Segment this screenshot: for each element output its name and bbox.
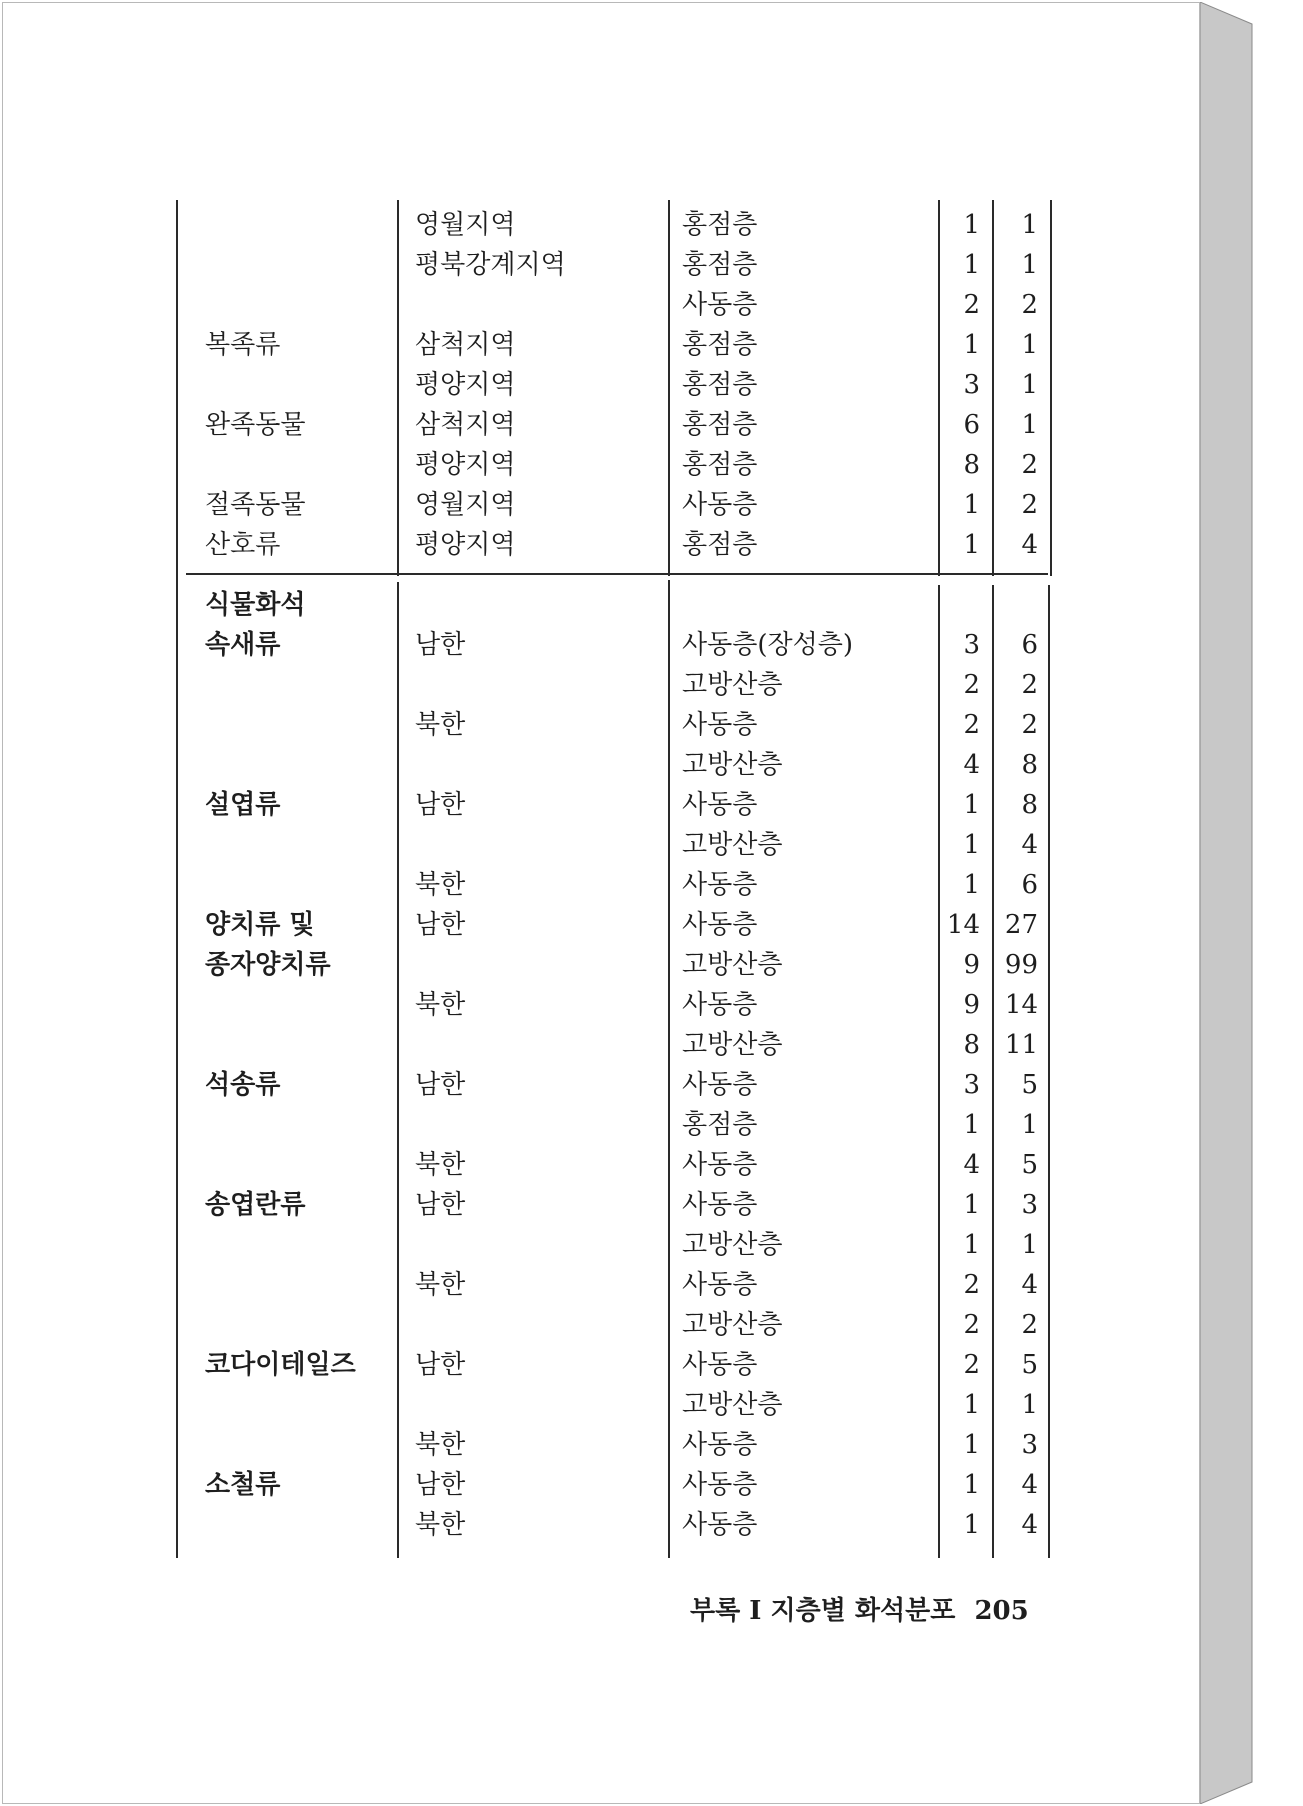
cell-region: 북한 bbox=[415, 710, 466, 740]
cell-n2: 4 bbox=[1021, 530, 1038, 560]
cell-stratum: 사동층 bbox=[682, 1070, 758, 1100]
cell-stratum: 고방산층 bbox=[682, 1230, 783, 1260]
cell-n1: 2 bbox=[963, 290, 980, 320]
cell-stratum: 사동층 bbox=[682, 1150, 758, 1180]
cell-stratum: 고방산층 bbox=[682, 750, 783, 780]
cell-n2: 2 bbox=[1021, 670, 1038, 700]
cell-stratum: 고방산층 bbox=[682, 830, 783, 860]
cell-stratum: 사동층 bbox=[682, 1350, 758, 1380]
cell-n2: 1 bbox=[1021, 1110, 1038, 1140]
cell-n2: 6 bbox=[1021, 870, 1038, 900]
cell-stratum: 사동층 bbox=[682, 990, 758, 1020]
cell-region: 영월지역 bbox=[415, 210, 516, 240]
cell-n1: 1 bbox=[963, 830, 980, 860]
cell-stratum: 고방산층 bbox=[682, 1310, 783, 1340]
cell-n1: 3 bbox=[963, 630, 980, 660]
cell-region: 남한 bbox=[415, 910, 466, 940]
cell-n2: 5 bbox=[1021, 1350, 1038, 1380]
cell-n2: 3 bbox=[1021, 1430, 1038, 1460]
cell-n2: 2 bbox=[1021, 450, 1038, 480]
cell-n2: 2 bbox=[1021, 1310, 1038, 1340]
cell-group: 석송류 bbox=[205, 1070, 281, 1100]
cell-region: 평양지역 bbox=[415, 370, 516, 400]
cell-region: 남한 bbox=[415, 1190, 466, 1220]
cell-n2: 3 bbox=[1021, 1190, 1038, 1220]
cell-stratum: 사동층 bbox=[682, 1470, 758, 1500]
cell-region: 평양지역 bbox=[415, 530, 516, 560]
cell-stratum: 사동층 bbox=[682, 290, 758, 320]
cell-stratum: 홍점층 bbox=[682, 330, 758, 360]
cell-stratum: 홍점층 bbox=[682, 410, 758, 440]
cell-stratum: 사동층 bbox=[682, 1430, 758, 1460]
cell-stratum: 고방산층 bbox=[682, 1390, 783, 1420]
column-rule bbox=[938, 585, 940, 1558]
cell-n2: 4 bbox=[1021, 1270, 1038, 1300]
cell-n1: 1 bbox=[963, 1510, 980, 1540]
cell-stratum: 홍점층 bbox=[682, 210, 758, 240]
cell-region: 삼척지역 bbox=[415, 330, 516, 360]
cell-n1: 1 bbox=[963, 1110, 980, 1140]
cell-n2: 2 bbox=[1021, 710, 1038, 740]
column-rule bbox=[397, 200, 399, 576]
cell-stratum: 홍점층 bbox=[682, 1110, 758, 1140]
cell-n2: 1 bbox=[1021, 330, 1038, 360]
column-rule bbox=[176, 200, 178, 1558]
cell-n1: 4 bbox=[963, 1150, 980, 1180]
cell-stratum: 사동층 bbox=[682, 710, 758, 740]
cell-n1: 2 bbox=[963, 1310, 980, 1340]
cell-stratum: 고방산층 bbox=[682, 950, 783, 980]
cell-n1: 3 bbox=[963, 1070, 980, 1100]
cell-stratum: 홍점층 bbox=[682, 250, 758, 280]
cell-region: 영월지역 bbox=[415, 490, 516, 520]
column-rule bbox=[992, 200, 994, 576]
cell-n1: 1 bbox=[963, 330, 980, 360]
cell-n1: 1 bbox=[963, 870, 980, 900]
cell-stratum: 사동층 bbox=[682, 910, 758, 940]
cell-group: 코다이테일즈 bbox=[205, 1350, 356, 1380]
cell-n2: 11 bbox=[1004, 1030, 1038, 1060]
cell-n1: 9 bbox=[963, 950, 980, 980]
cell-region: 북한 bbox=[415, 990, 466, 1020]
cell-stratum: 사동층 bbox=[682, 790, 758, 820]
cell-n2: 8 bbox=[1021, 790, 1038, 820]
cell-n1: 6 bbox=[963, 410, 980, 440]
cell-region: 남한 bbox=[415, 1070, 466, 1100]
column-rule bbox=[1048, 585, 1050, 1558]
cell-stratum: 사동층 bbox=[682, 870, 758, 900]
cell-group: 송엽란류 bbox=[205, 1190, 306, 1220]
cell-n1: 1 bbox=[963, 1470, 980, 1500]
cell-n1: 2 bbox=[963, 710, 980, 740]
cell-n1: 8 bbox=[963, 1030, 980, 1060]
cell-n1: 1 bbox=[963, 1190, 980, 1220]
cell-n1: 9 bbox=[963, 990, 980, 1020]
cell-region: 남한 bbox=[415, 790, 466, 820]
cell-n2: 4 bbox=[1021, 1470, 1038, 1500]
cell-n2: 2 bbox=[1021, 490, 1038, 520]
column-rule bbox=[992, 585, 994, 1558]
cell-n2: 4 bbox=[1021, 830, 1038, 860]
cell-n1: 4 bbox=[963, 750, 980, 780]
cell-stratum: 사동층 bbox=[682, 1510, 758, 1540]
page-footer bbox=[690, 1590, 1029, 1627]
cell-stratum: 홍점층 bbox=[682, 370, 758, 400]
cell-stratum: 고방산층 bbox=[682, 1030, 783, 1060]
page-edge bbox=[1200, 2, 1258, 1804]
cell-stratum: 사동층 bbox=[682, 1190, 758, 1220]
cell-group: 완족동물 bbox=[205, 410, 306, 440]
cell-n1: 1 bbox=[963, 250, 980, 280]
cell-n1: 1 bbox=[963, 1230, 980, 1260]
cell-n1: 1 bbox=[963, 490, 980, 520]
cell-region: 남한 bbox=[415, 1350, 466, 1380]
section-divider bbox=[186, 573, 1048, 575]
cell-n2: 5 bbox=[1021, 1070, 1038, 1100]
cell-n1: 14 bbox=[946, 910, 980, 940]
column-rule bbox=[397, 582, 399, 1558]
cell-n1: 1 bbox=[963, 210, 980, 240]
cell-stratum: 고방산층 bbox=[682, 670, 783, 700]
cell-n2: 8 bbox=[1021, 750, 1038, 780]
footer-title: 부록 Ⅰ 지층별 화석분포 bbox=[690, 1596, 956, 1626]
cell-group: 설엽류 bbox=[205, 790, 281, 820]
cell-n1: 2 bbox=[963, 1350, 980, 1380]
cell-stratum: 사동층 bbox=[682, 1270, 758, 1300]
cell-n1: 2 bbox=[963, 1270, 980, 1300]
cell-region: 북한 bbox=[415, 870, 466, 900]
cell-region: 북한 bbox=[415, 1270, 466, 1300]
cell-n2: 4 bbox=[1021, 1510, 1038, 1540]
cell-stratum: 홍점층 bbox=[682, 530, 758, 560]
column-rule bbox=[1050, 200, 1052, 576]
cell-region: 북한 bbox=[415, 1510, 466, 1540]
cell-region: 북한 bbox=[415, 1430, 466, 1460]
cell-n1: 3 bbox=[963, 370, 980, 400]
cell-region: 삼척지역 bbox=[415, 410, 516, 440]
cell-n2: 1 bbox=[1021, 1230, 1038, 1260]
cell-n2: 1 bbox=[1021, 370, 1038, 400]
cell-n2: 1 bbox=[1021, 250, 1038, 280]
cell-region: 평북강계지역 bbox=[415, 250, 566, 280]
cell-stratum: 사동층(장성층) bbox=[682, 630, 853, 660]
cell-n2: 2 bbox=[1021, 290, 1038, 320]
cell-n1: 1 bbox=[963, 1390, 980, 1420]
column-rule bbox=[938, 200, 940, 576]
cell-group: 산호류 bbox=[205, 530, 281, 560]
cell-stratum: 사동층 bbox=[682, 490, 758, 520]
cell-region: 북한 bbox=[415, 1150, 466, 1180]
cell-region: 남한 bbox=[415, 630, 466, 660]
cell-n2: 1 bbox=[1021, 1390, 1038, 1420]
cell-n2: 99 bbox=[1004, 950, 1038, 980]
cell-n2: 14 bbox=[1004, 990, 1038, 1020]
column-rule bbox=[668, 580, 670, 1558]
cell-n2: 1 bbox=[1021, 210, 1038, 240]
column-rule bbox=[668, 200, 670, 576]
cell-region: 평양지역 bbox=[415, 450, 516, 480]
cell-group: 소철류 bbox=[205, 1470, 281, 1500]
cell-stratum: 홍점층 bbox=[682, 450, 758, 480]
cell-n2: 1 bbox=[1021, 410, 1038, 440]
cell-group: 식물화석 bbox=[205, 590, 306, 620]
cell-n2: 6 bbox=[1021, 630, 1038, 660]
cell-group: 종자양치류 bbox=[205, 950, 331, 980]
cell-group: 양치류 및 bbox=[205, 910, 315, 940]
cell-region: 남한 bbox=[415, 1470, 466, 1500]
cell-n2: 27 bbox=[1004, 910, 1038, 940]
cell-n1: 1 bbox=[963, 1430, 980, 1460]
page-number: 205 bbox=[974, 1596, 1029, 1626]
cell-group: 복족류 bbox=[205, 330, 281, 360]
cell-n1: 1 bbox=[963, 530, 980, 560]
cell-group: 속새류 bbox=[205, 630, 281, 660]
cell-n1: 8 bbox=[963, 450, 980, 480]
cell-group: 절족동물 bbox=[205, 490, 306, 520]
cell-n1: 2 bbox=[963, 670, 980, 700]
cell-n2: 5 bbox=[1021, 1150, 1038, 1180]
cell-n1: 1 bbox=[963, 790, 980, 820]
